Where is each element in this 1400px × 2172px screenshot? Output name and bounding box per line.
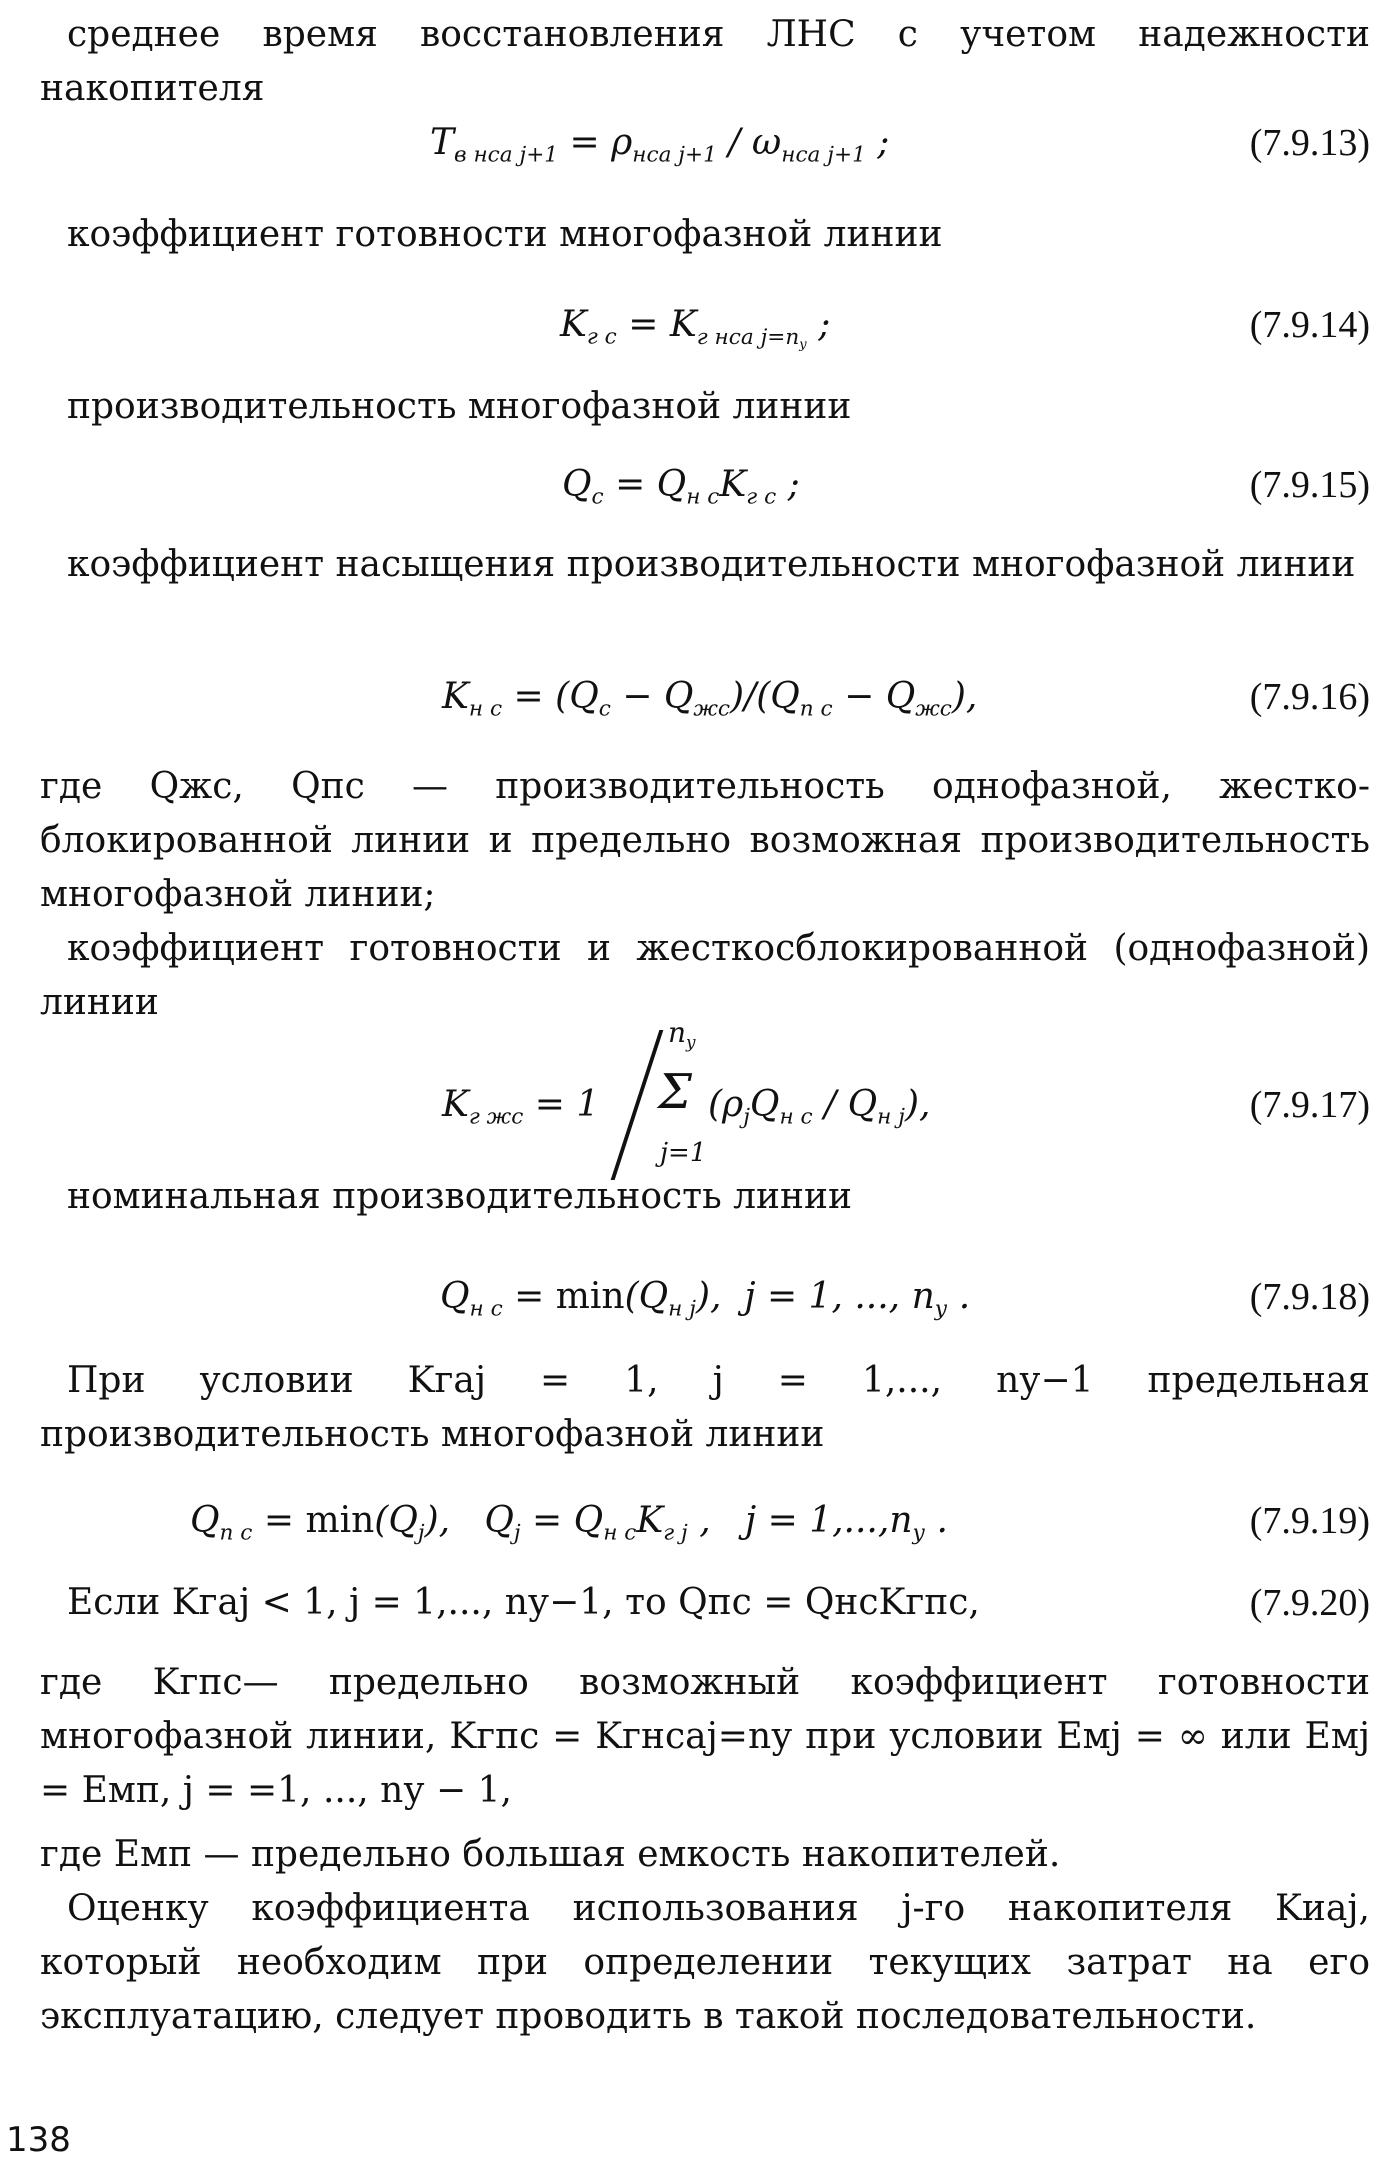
equation-body: $Q_{н с} = \min(Q_{н j})$, j = 1, ..., $n_у$ . — [440, 1276, 971, 1322]
equation-body: $T_{в нса j+1} = \rho_{нса j+1} / \omega_{нса j+1}$ ; — [430, 122, 890, 168]
equation-body: $Q_{п с} = \min(Q_j)$, $Q_j = Q_{н с}K_{г j}$ , $j = 1,...,n_у$ . — [190, 1500, 948, 1546]
equation-7-9-13 — [40, 108, 1370, 178]
equation-body: $K_{г с} = K_{г нса j=n_у}$ ; — [560, 304, 831, 353]
sum-sign: Σ — [658, 1064, 692, 1120]
equation-7-9-19 — [40, 1486, 1370, 1556]
sum-upper-limit: $n_у$ — [668, 1016, 696, 1052]
paragraph-limit-availability: где Kгпс— предельно возможный коэффициент готовности многофазной линии, Kгпс = Kгнсаj=nу при условии Eмj = ∞ или Eмj = Eмп, j = =1, ..., nу − 1, — [40, 1662, 1370, 1811]
equation-number: (7.9.14) — [1249, 304, 1370, 346]
sum-lower-limit: j=1 — [660, 1138, 707, 1168]
equation-number: (7.9.19) — [1249, 1500, 1370, 1542]
paragraph-recovery-time: среднее время восстановления ЛНС с учетом надежности накопителя — [40, 14, 1370, 109]
equation-body: $Q_с = Q_{н с}K_{г с}$ ; — [562, 464, 800, 510]
equation-7-9-14 — [40, 290, 1370, 360]
equation-number: (7.9.20) — [1249, 1582, 1370, 1624]
equation-number: (7.9.13) — [1249, 122, 1370, 164]
equation-number: (7.9.18) — [1249, 1276, 1370, 1318]
paragraph-condition: При условии Kгаj = 1, j = 1,..., nу−1 предельная производительность многофазной линии — [40, 1360, 1370, 1455]
equation-body-lhs: $K_{г жс} = 1$ — [442, 1084, 600, 1130]
equation-7-9-16 — [40, 662, 1370, 732]
equation-7-9-18 — [40, 1262, 1370, 1332]
paragraph-if-condition: Если Kгаj < 1, j = 1,..., nу−1, то Qпс = QнсKгпс, — [67, 1582, 980, 1623]
equation-body: $K_{н с} = (Q_с - Q_{жс})/(Q_{п с} - Q_{жс})$, — [442, 676, 978, 722]
paragraph-saturation: коэффициент насыщения производительности многофазной линии — [67, 544, 1356, 585]
equation-number: (7.9.16) — [1249, 676, 1370, 718]
equation-number: (7.9.15) — [1249, 464, 1370, 506]
paragraph-nominal: номинальная производительность линии — [67, 1176, 852, 1217]
paragraph-throughput: производительность многофазной линии — [67, 386, 852, 427]
paragraph-where-q: где Qжс, Qпс — производительность однофазной, жесткоблокированной линии и предельно возможная производительность многофазной линии; — [40, 766, 1370, 915]
paragraph-availability: коэффициент готовности многофазной линии — [67, 214, 943, 255]
equation-body-rhs: $(\rho_jQ_{н с} / Q_{н j})$, — [708, 1084, 931, 1130]
paragraph-usage-estimate: Оценку коэффициента использования j-го накопителя Kиаj, который необходим при определении текущих затрат на его эксплуатацию, следует проводить в такой последовательности. — [40, 1888, 1370, 2037]
paragraph-rigid-availability: коэффициент готовности и жесткосблокированной (однофазной) линии — [40, 928, 1370, 1023]
equation-7-9-15 — [40, 450, 1370, 520]
fraction-slash — [611, 1030, 664, 1180]
paragraph-max-capacity: где Eмп — предельно большая емкость накопителей. — [40, 1834, 1061, 1875]
page-number: 138 — [6, 2120, 71, 2160]
equation-7-9-20 — [40, 1568, 1370, 1638]
equation-number: (7.9.17) — [1249, 1084, 1370, 1126]
